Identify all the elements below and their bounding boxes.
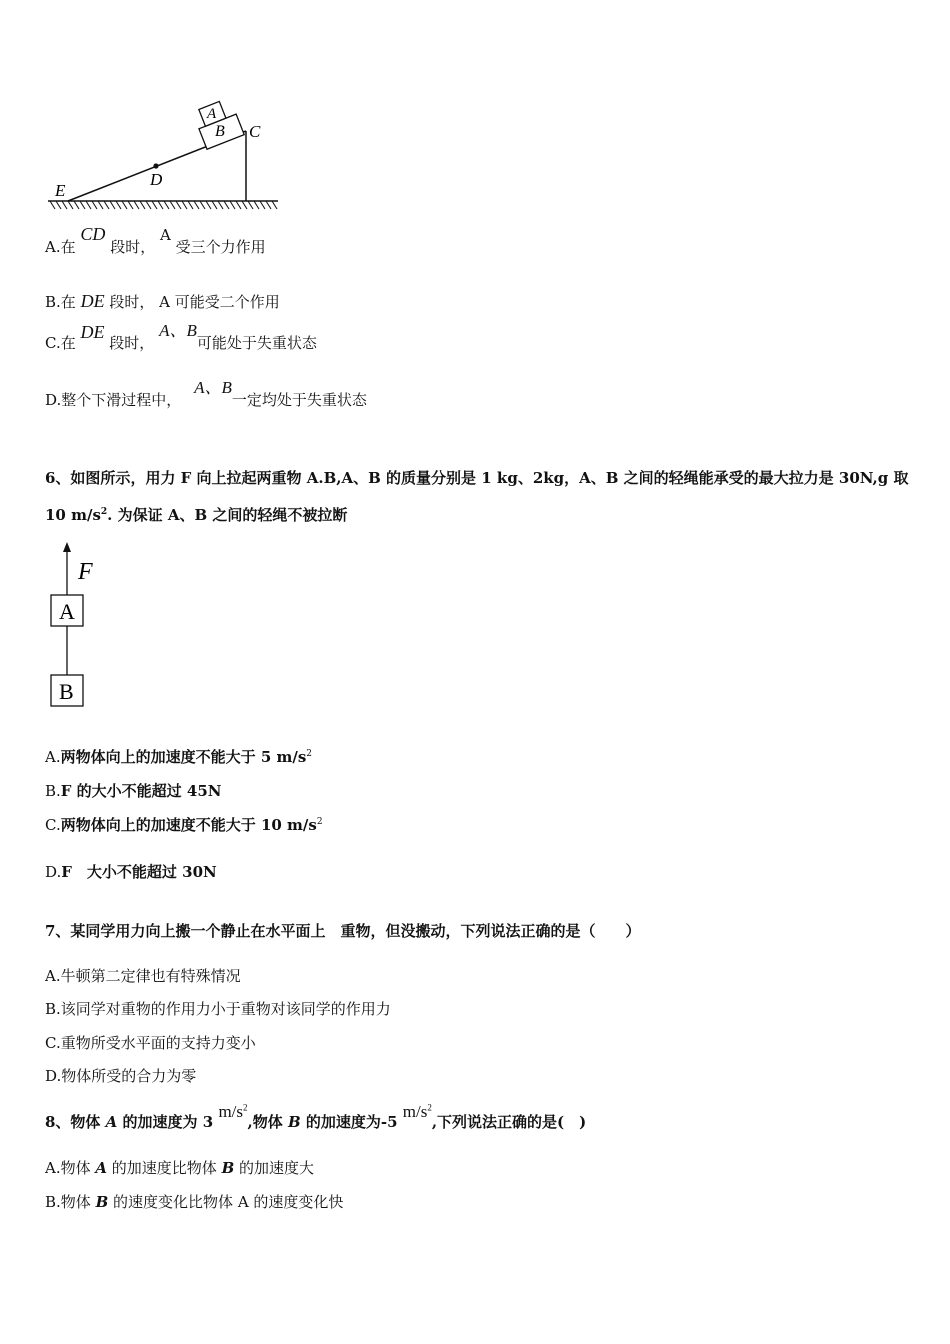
hatch-mark: [140, 201, 145, 209]
hatch-mark: [272, 201, 277, 209]
q7-option-a: A.牛顿第二定律也有特殊情况: [45, 967, 241, 985]
hatch-mark: [266, 201, 271, 209]
hatch-mark: [104, 201, 109, 209]
q8-option-a: A.物体 A 的加速度比物体 B 的加速度大: [45, 1159, 315, 1177]
q5-option-a: A.在 CD 段时， A 受三个力作用: [45, 224, 266, 256]
ground-hatching: [50, 201, 277, 209]
hatch-mark: [50, 201, 55, 209]
q7-option-c: C.重物所受水平面的支持力变小: [45, 1034, 256, 1052]
label-e: E: [55, 181, 66, 200]
hatch-mark: [236, 201, 241, 209]
hatch-mark: [170, 201, 175, 209]
hatch-mark: [230, 201, 235, 209]
hatch-mark: [74, 201, 79, 209]
pulley-figure: [40, 535, 120, 715]
hatch-mark: [152, 201, 157, 209]
q7-stem: 7、某同学用力向上搬一个静止在水平面上 重物，但没搬动，下列说法正确的是（ ）: [45, 922, 641, 940]
hatch-mark: [98, 201, 103, 209]
hatch-mark: [62, 201, 67, 209]
q5-option-d: D.整个下滑过程中， A、B一定均处于失重状态: [45, 378, 367, 409]
hatch-mark: [206, 201, 211, 209]
hatch-mark: [80, 201, 85, 209]
force-label: F: [78, 559, 93, 585]
hatch-mark: [68, 201, 73, 209]
hatch-mark: [176, 201, 181, 209]
q7-option-b: B.该同学对重物的作用力小于重物对该同学的作用力: [45, 1000, 391, 1018]
hatch-mark: [116, 201, 121, 209]
label-a: A: [207, 106, 217, 122]
label-c: C: [249, 122, 261, 141]
hatch-mark: [200, 201, 205, 209]
q6-option-d: D.F 大小不能超过 30N: [45, 863, 217, 881]
hatch-mark: [224, 201, 229, 209]
hatch-mark: [158, 201, 163, 209]
hatch-mark: [218, 201, 223, 209]
force-arrow-head: [63, 542, 71, 552]
q5-option-c: C.在 DE 段时， A、B可能处于失重状态: [45, 321, 317, 352]
hatch-mark: [86, 201, 91, 209]
incline-figure: [40, 95, 290, 220]
hatch-mark: [134, 201, 139, 209]
hatch-mark: [260, 201, 265, 209]
q6-option-c: C.两物体向上的加速度不能大于 10 $m/s^2$: [45, 816, 323, 834]
hatch-mark: [194, 201, 199, 209]
hatch-mark: [128, 201, 133, 209]
hatch-mark: [56, 201, 61, 209]
hatch-mark: [146, 201, 151, 209]
hatch-mark: [92, 201, 97, 209]
q8-stem: 8、物体 A 的加速度为 3 $m/s^2$,物体 B 的加速度为-5 $m/s^2$,下列说法正确的是( ): [45, 1102, 587, 1131]
q7-option-d: D.物体所受的合力为零: [45, 1067, 197, 1085]
q6-stem-line2: 10 $m/s^2$. 为保证 A、B 之间的轻绳不被拉断: [45, 506, 348, 524]
hatch-mark: [242, 201, 247, 209]
hatch-mark: [182, 201, 187, 209]
hatch-mark: [164, 201, 169, 209]
hatch-mark: [248, 201, 253, 209]
hatch-mark: [122, 201, 127, 209]
hatch-mark: [254, 201, 259, 209]
hatch-mark: [188, 201, 193, 209]
q6-stem-line1: 6、如图所示，用力 F 向上拉起两重物 A.B,A、B 的质量分别是 1 kg、2kg，A、B 之间的轻绳能承受的最大拉力是 30N,g 取: [45, 469, 909, 487]
box-a-label: A: [59, 599, 75, 624]
q6-option-b: B.F 的大小不能超过 45N: [45, 782, 222, 800]
q5-option-b: B.在 DE 段时， A 可能受二个作用: [45, 291, 280, 311]
label-d: D: [150, 170, 163, 189]
q6-option-a: A.两物体向上的加速度不能大于 5 $m/s^2$: [45, 748, 313, 766]
hatch-mark: [212, 201, 217, 209]
point-d: [153, 163, 158, 168]
label-b: B: [215, 123, 225, 140]
box-b-label: B: [59, 679, 74, 704]
q8-option-b: B.物体 B 的速度变化比物体 A 的速度变化快: [45, 1193, 344, 1211]
hatch-mark: [110, 201, 115, 209]
